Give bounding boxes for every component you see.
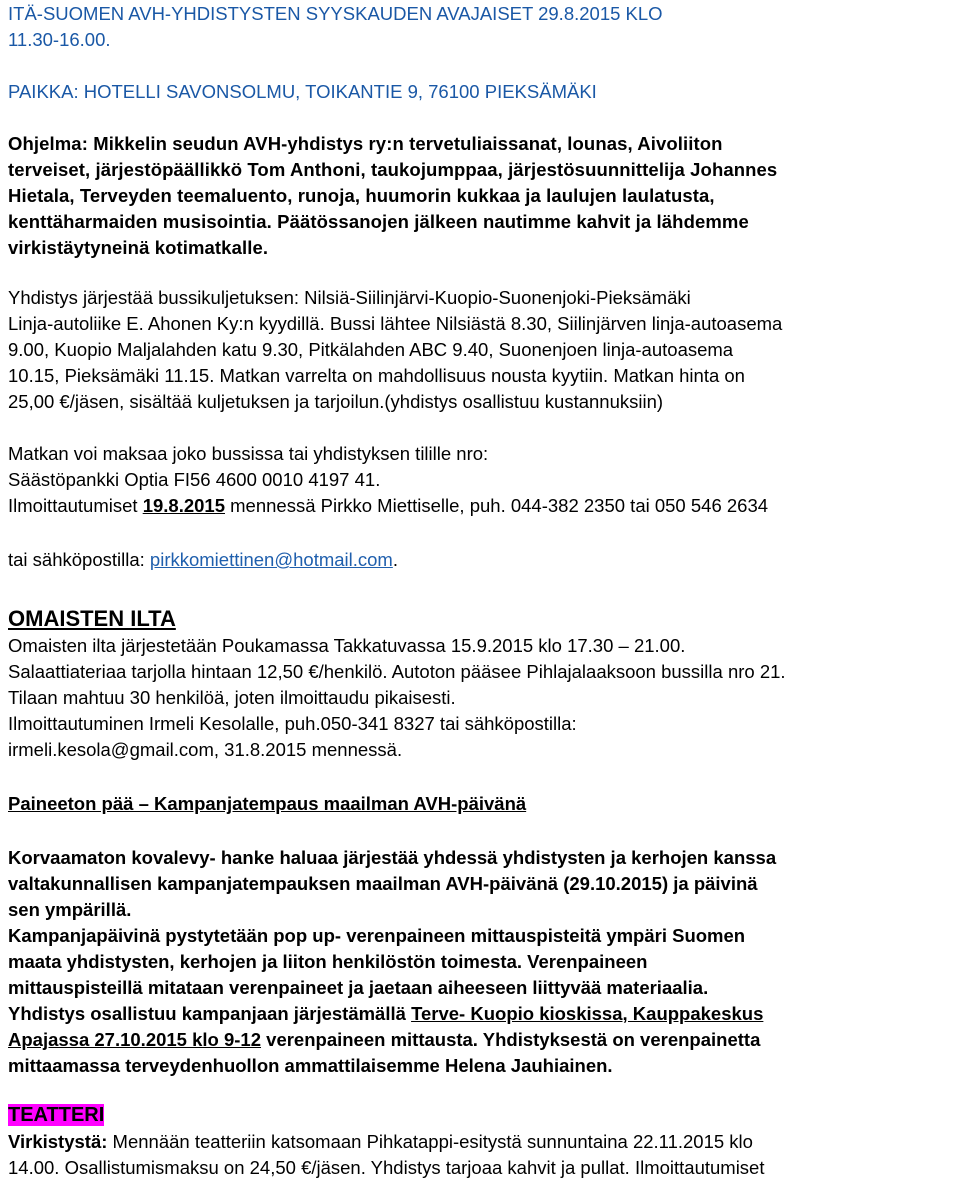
event-place: PAIKKA: HOTELLI SAVONSOLMU, TOIKANTIE 9, 76100 PIEKSÄMÄKI [8,81,597,102]
registration-deadline: 19.8.2015 [142,495,225,516]
omaisten-paragraph [8,633,952,763]
program-line: kenttäharmaiden musisointia. Päätössanojen jälkeen nautimme kahvit ja lähdemme [8,211,749,232]
campaign-line: mittaamassa terveydenhuollon ammattilaisemme Helena Jauhiainen. [8,1055,613,1076]
campaign-event-time: Apajassa 27.10.2015 klo 9-12 [8,1029,262,1050]
bus-line: Linja-autoliike E. Ahonen Ky:n kyydillä. Bussi lähtee Nilsiästä 8.30, Siilinjärven linja-autoasema [8,313,783,334]
email-prefix: tai sähköpostilla: [8,549,150,570]
campaign-line: maata yhdistysten, kerhojen ja liiton henkilöstön toimesta. Verenpaineen [8,951,648,972]
theatre-label: Virkistystä: [8,1131,108,1152]
event-title [8,1,952,53]
bus-line: Yhdistys järjestää bussikuljetuksen: Nilsiä-Siilinjärvi-Kuopio-Suonenjoki-Pieksämäki [8,287,691,308]
campaign-line: mittauspisteillä mitataan verenpaineet ja jaetaan aiheeseen liittyvää materiaalia. [8,977,709,998]
campaign-line [8,1001,952,1027]
bus-paragraph [8,285,952,415]
program-paragraph [8,131,952,261]
campaign-event-prefix: Yhdistys osallistuu kampanjaan järjestämällä [8,1003,412,1024]
event-title-line-1: ITÄ-SUOMEN AVH-YHDISTYSTEN SYYSKAUDEN AVAJAISET 29.8.2015 KLO [8,3,663,24]
omaisten-heading: OMAISTEN ILTA [8,606,176,631]
registration-suffix: mennessä Pirkko Miettiselle, puh. 044-382 2350 tai 050 546 2634 [225,495,769,516]
payment-paragraph [8,441,952,519]
campaign-line: valtakunnallisen kampanjatempauksen maailman AVH-päivänä (29.10.2015) ja päivinä [8,873,758,894]
bus-line: 9.00, Kuopio Maljalahden katu 9.30, Pitkälahden ABC 9.40, Suonenjoen linja-autoasema [8,339,734,360]
campaign-event-location: Terve- Kuopio kioskissa, Kauppakeskus [411,1003,764,1024]
document-page [8,0,952,1181]
campaign-heading: Paineeton pää – Kampanjatempaus maailman AVH-päivänä [8,793,527,814]
campaign-line: Kampanjapäivinä pystytetään pop up- verenpaineen mittauspisteitä ympäri Suomen [8,925,746,946]
omaisten-line: Salaattiateriaa tarjolla hintaan 12,50 €/henkilö. Autoton pääsee Pihlajalaaksoon bussilla nro 21. [8,661,786,682]
bus-line: 10.15, Pieksämäki 11.15. Matkan varrelta on mahdollisuus nousta kyytiin. Matkan hinta on [8,365,745,386]
theatre-heading [8,1101,952,1129]
omaisten-line: Ilmoittautuminen Irmeli Kesolalle, puh.050-341 8327 tai sähköpostilla: [8,713,577,734]
campaign-line: sen ympärillä. [8,899,132,920]
theatre-line: 14.00. Osallistumismaksu on 24,50 €/jäsen. Yhdistys tarjoaa kahvit ja pullat. Ilmoittautumiset [8,1157,765,1178]
bank-account: Säästöpankki Optia FI56 4600 0010 4197 41. [8,469,381,490]
campaign-line [8,1027,952,1053]
program-line: terveiset, järjestöpäällikkö Tom Anthoni, taukojumppaa, järjestösuunnittelija Johannes [8,159,778,180]
event-title-line-2: 11.30-16.00. [8,29,111,50]
program-line: Ohjelma: Mikkelin seudun AVH-yhdistys ry:n tervetuliaissanat, lounas, Aivoliiton [8,133,723,154]
campaign-line: Korvaamaton kovalevy- hanke haluaa järjestää yhdessä yhdistysten ja kerhojen kanssa [8,847,777,868]
program-line: Hietala, Terveyden teemaluento, runoja, huumorin kukkaa ja laulujen laulatusta, [8,185,715,206]
theatre-line [8,1129,952,1155]
theatre-text: Mennään teatteriin katsomaan Pihkatappi-esitystä sunnuntaina 22.11.2015 klo [107,1131,753,1152]
bus-line: 25,00 €/jäsen, sisältää kuljetuksen ja tarjoilun.(yhdistys osallistuu kustannuksiin) [8,391,664,412]
campaign-event-suffix: verenpaineen mittausta. Yhdistyksestä on verenpainetta [261,1029,761,1050]
payment-line: Matkan voi maksaa joko bussissa tai yhdistyksen tilille nro: [8,443,489,464]
theatre-highlight: TEATTERI [8,1104,105,1126]
registration-line [8,493,952,519]
email-suffix: . [392,549,398,570]
email-link[interactable]: pirkkomiettinen@hotmail.com [149,549,393,570]
omaisten-line: Tilaan mahtuu 30 henkilöä, joten ilmoittaudu pikaisesti. [8,687,456,708]
omaisten-line: irmeli.kesola@gmail.com, 31.8.2015 mennessä. [8,739,403,760]
email-line [8,547,952,573]
registration-prefix: Ilmoittautumiset [8,495,143,516]
omaisten-line: Omaisten ilta järjestetään Poukamassa Takkatuvassa 15.9.2015 klo 17.30 – 21.00. [8,635,686,656]
program-line: virkistäytyneinä kotimatkalle. [8,237,269,258]
campaign-body [8,845,952,1079]
